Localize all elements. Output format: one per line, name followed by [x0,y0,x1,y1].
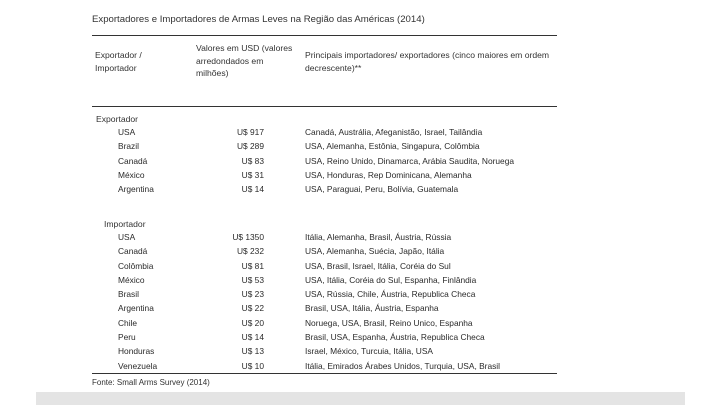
value-cell: U$ 31 [241,169,264,180]
table-row [92,154,557,168]
table-row [92,230,557,244]
partners-cell: USA, Alemanha, Suécia, Japão, Itália [305,246,445,257]
country-cell: Argentina [118,303,154,314]
section-label-exporters: Exportador [96,114,139,124]
value-cell: U$ 22 [241,303,264,314]
value-cell: U$ 81 [241,260,264,271]
partners-cell: Canadá, Austrália, Afeganistão, Israel, Tailândia [305,127,483,137]
table-row [92,168,557,182]
partners-cell: USA, Alemanha, Estônia, Singapura, Colômbia [305,141,480,152]
table-row [92,244,557,258]
country-cell: Argentina [118,184,154,195]
partners-cell: Itália, Alemanha, Brasil, Áustria, Rússia [305,232,452,242]
top-rule [92,35,557,36]
value-cell: U$ 14 [241,332,264,343]
partners-cell: USA, Paraguai, Peru, Bolívia, Guatemala [305,184,459,195]
header-value: Valores em USD (valores arredondados em milhões) [196,43,293,78]
table-row [92,273,557,287]
value-cell: U$ 83 [241,155,264,166]
country-cell: Peru [118,332,136,343]
value-cell: U$ 10 [241,360,264,371]
table-title: Exportadores e Importadores de Armas Leves na Região das Américas (2014) [92,14,425,25]
table-row [92,139,557,153]
value-cell: U$ 289 [236,141,264,152]
partners-cell: USA, Itália, Coréia do Sul, Espanha, Finlândia [305,274,477,285]
bottom-rule [92,373,557,374]
table-row [92,316,557,330]
table-row [92,359,557,373]
header-country: Exportador / Importador [95,50,142,73]
table-row [92,287,557,301]
country-cell: México [118,169,145,180]
country-cell: Honduras [118,346,155,357]
table-row [92,330,557,344]
table-row [92,259,557,273]
source-note: Fonte: Small Arms Survey (2014) [92,378,210,387]
country-cell: Brazil [118,141,139,152]
value-cell: U$ 232 [236,246,264,257]
partners-cell: USA, Honduras, Rep Dominicana, Alemanha [305,169,472,180]
table-row [92,344,557,358]
partners-cell: Israel, México, Turcuia, Itália, USA [305,346,433,357]
table-row [92,301,557,315]
country-cell: Canadá [118,155,148,166]
partners-cell: Itália, Emirados Árabes Unidos, Turquia, USA, Brasil [305,360,501,371]
value-cell: U$ 13 [241,346,264,357]
country-cell: Brasil [118,289,139,300]
partners-cell: USA, Brasil, Israel, Itália, Coréia do Sul [305,260,451,271]
country-cell: USA [118,232,136,242]
value-cell: U$ 23 [241,289,264,300]
country-cell: México [118,274,145,285]
value-cell: U$ 1350 [232,232,264,242]
country-cell: USA [118,127,136,137]
country-cell: Canadá [118,246,148,257]
partners-cell: USA, Rússia, Chile, Áustria, Republica Checa [305,289,476,300]
exporters-table [92,125,557,196]
partners-cell: Noruega, USA, Brasil, Reino Unico, Espanha [305,317,473,328]
country-cell: Colômbia [118,260,154,271]
footer-bar [36,392,685,405]
partners-cell: Brasil, USA, Espanha, Áustria, Republica Checa [305,332,485,343]
header-partners: Principais importadores/ exportadores (cinco maiores em ordem decrescente)** [305,50,550,73]
value-cell: U$ 20 [241,317,264,328]
section-label-importers: Importador [104,219,146,229]
partners-cell: Brasil, USA, Itália, Áustria, Espanha [305,303,439,314]
value-cell: U$ 53 [241,274,264,285]
value-cell: U$ 14 [241,184,264,195]
value-cell: U$ 917 [236,127,264,137]
country-cell: Venezuela [118,360,158,371]
importers-table [92,230,557,373]
table-row [92,182,557,196]
table-row [92,125,557,139]
country-cell: Chile [118,317,138,328]
header-rule [92,106,557,107]
partners-cell: USA, Reino Unido, Dinamarca, Arábia Saudita, Noruega [305,155,515,166]
